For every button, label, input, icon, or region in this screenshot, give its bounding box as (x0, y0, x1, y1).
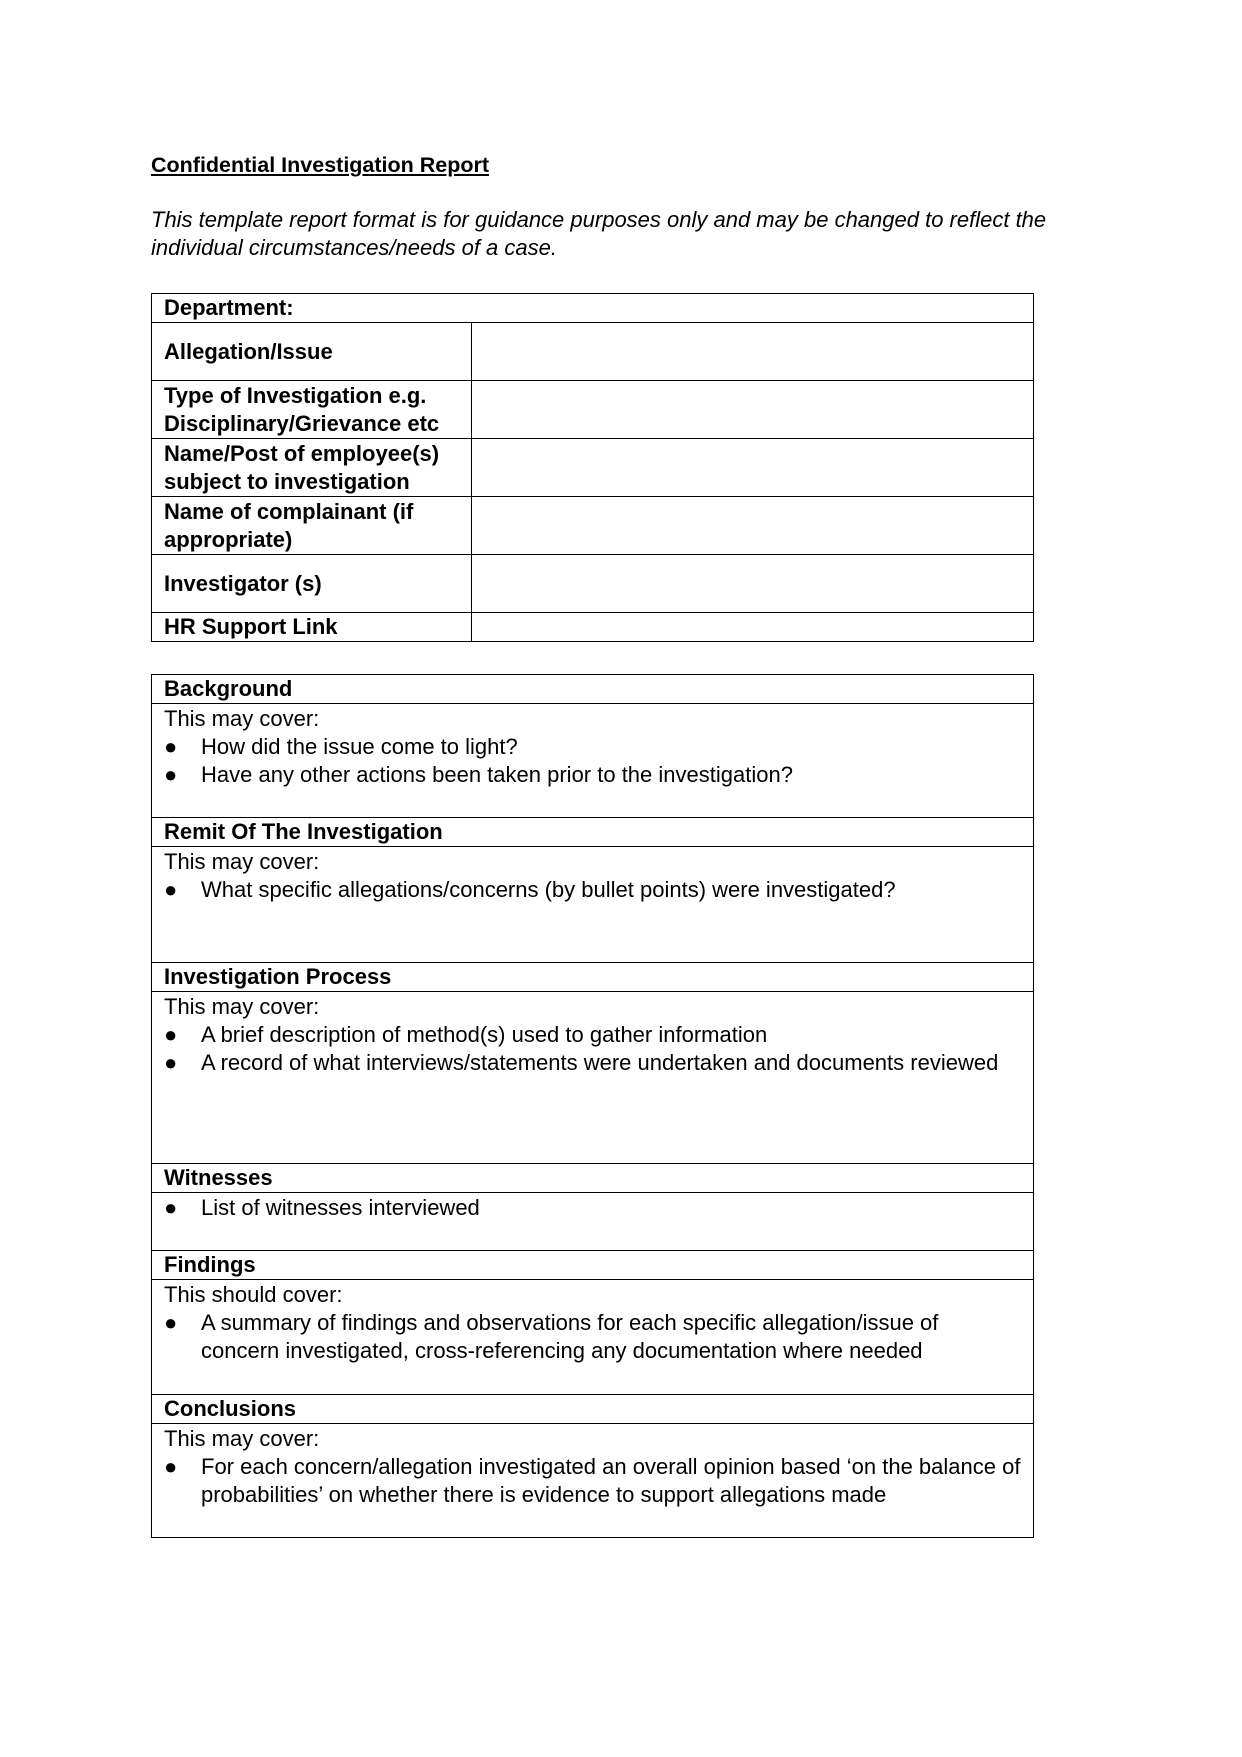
section-body-remit[interactable] (152, 847, 1034, 963)
bullet-icon: ● (164, 1310, 178, 1335)
list-item: ● A brief description of method(s) used to gather information (164, 1022, 768, 1047)
section-body-investigation-process[interactable] (152, 992, 1034, 1164)
section-heading-remit: Remit Of The Investigation (152, 818, 1034, 847)
bullet-icon: ● (164, 1195, 178, 1220)
bullet-icon: ● (164, 877, 178, 902)
list-item: ● For each concern/allegation investigated an overall opinion based ‘on the balance of probabilities’ on whether there is evidence to support allegations made (164, 1454, 1021, 1507)
section-intro: This should cover: (164, 1282, 343, 1307)
complainant-name-field[interactable] (472, 497, 1034, 555)
document-title: Confidential Investigation Report (151, 153, 490, 177)
allegation-issue-field[interactable] (472, 323, 1034, 381)
investigation-type-field[interactable] (472, 381, 1034, 439)
bullet-icon: ● (164, 734, 178, 759)
section-intro: This may cover: (164, 1426, 320, 1451)
employee-name-post-label: Name/Post of employee(s) subject to investigation (152, 439, 472, 497)
section-heading-conclusions: Conclusions (152, 1395, 1034, 1424)
list-item: ● A summary of findings and observations for each specific allegation/issue of concern investigated, cross-referencing any documentation where needed (164, 1310, 939, 1363)
investigation-type-label: Type of Investigation e.g. Disciplinary/Grievance etc (152, 381, 472, 439)
section-intro: This may cover: (164, 706, 320, 731)
report-sections-table (151, 674, 1034, 1538)
section-intro: This may cover: (164, 849, 320, 874)
section-body-background[interactable] (152, 704, 1034, 818)
complainant-name-label: Name of complainant (if appropriate) (152, 497, 472, 555)
section-heading-findings: Findings (152, 1251, 1034, 1280)
case-details-table (151, 293, 1034, 642)
section-heading-investigation-process: Investigation Process (152, 963, 1034, 992)
bullet-icon: ● (164, 1022, 178, 1047)
allegation-issue-label: Allegation/Issue (152, 323, 472, 381)
bullet-icon: ● (164, 1050, 178, 1075)
section-body-conclusions[interactable] (152, 1424, 1034, 1538)
intro-text: This template report format is for guidance purposes only and may be changed to reflect the individual circumstances/needs of a case. (151, 207, 1047, 260)
section-heading-background: Background (152, 675, 1034, 704)
hr-support-link-label: HR Support Link (152, 613, 472, 642)
section-intro: This may cover: (164, 994, 320, 1019)
investigators-label: Investigator (s) (152, 555, 472, 613)
investigators-field[interactable] (472, 555, 1034, 613)
section-body-witnesses[interactable] (152, 1193, 1034, 1251)
list-item: ● A record of what interviews/statements were undertaken and documents reviewed (164, 1050, 999, 1075)
hr-support-link-field[interactable] (472, 613, 1034, 642)
department-label: Department: (152, 294, 1034, 323)
section-body-findings[interactable] (152, 1280, 1034, 1395)
section-heading-witnesses: Witnesses (152, 1164, 1034, 1193)
bullet-icon: ● (164, 1454, 178, 1479)
list-item: ● Have any other actions been taken prior to the investigation? (164, 762, 793, 787)
list-item: ● How did the issue come to light? (164, 734, 518, 759)
bullet-icon: ● (164, 762, 178, 787)
employee-name-post-field[interactable] (472, 439, 1034, 497)
list-item: ● List of witnesses interviewed (164, 1195, 480, 1220)
list-item: ● What specific allegations/concerns (by bullet points) were investigated? (164, 877, 896, 902)
